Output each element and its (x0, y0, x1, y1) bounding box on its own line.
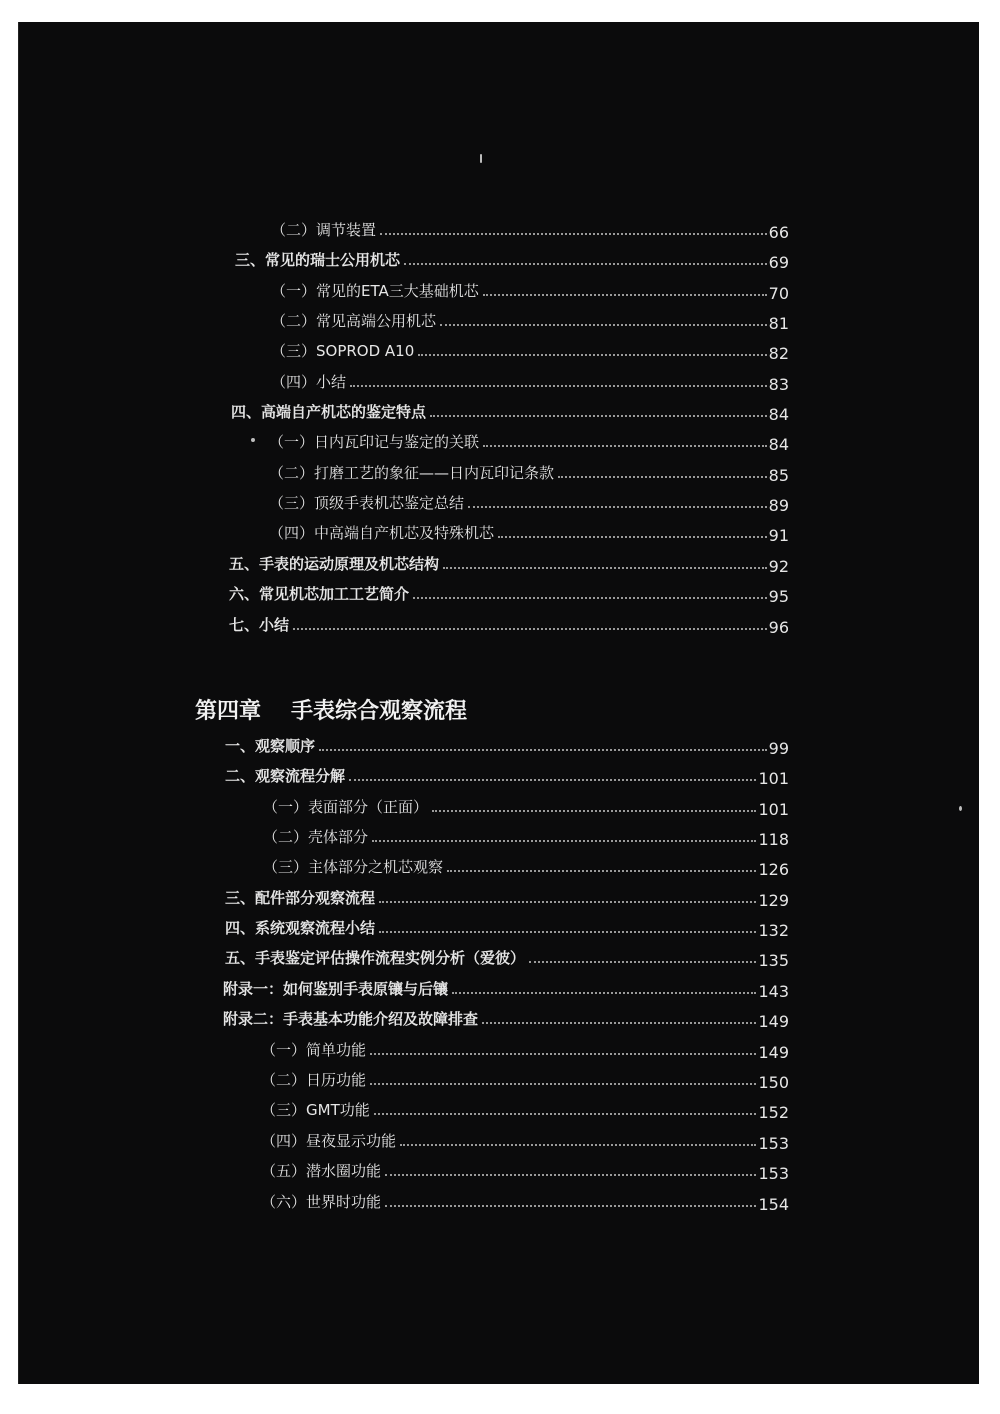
toc-entry-title: 二、观察流程分解 (225, 767, 346, 785)
toc-entry[interactable] (269, 517, 789, 543)
dot-leader (440, 324, 767, 326)
toc-entry-title: 三、配件部分观察流程 (225, 889, 376, 907)
dot-leader (385, 1174, 756, 1176)
toc-entry-page: 101 (758, 800, 789, 819)
dot-leader (483, 294, 767, 296)
toc-entry-page: 84 (768, 405, 789, 424)
dot-leader (380, 233, 767, 235)
toc-entry-page: 84 (768, 435, 789, 454)
toc-entry[interactable] (269, 426, 789, 452)
dot-leader (400, 1144, 756, 1146)
chapter-heading[interactable] (195, 694, 467, 725)
toc-entry[interactable] (235, 244, 789, 270)
toc-entry-page: 143 (758, 982, 789, 1001)
toc-entry-title: （五）潜水圈功能 (261, 1162, 382, 1180)
toc-page (18, 22, 979, 1384)
toc-entry-page: 118 (758, 830, 789, 849)
toc-entry-page: 153 (758, 1164, 789, 1183)
toc-entry-page: 150 (758, 1073, 789, 1092)
toc-entry-title: （二）日历功能 (261, 1071, 367, 1089)
toc-entry-page: 69 (768, 253, 789, 272)
toc-entry-title: （一）日内瓦印记与鉴定的关联 (269, 433, 480, 451)
toc-entry-title: （二）壳体部分 (263, 828, 369, 846)
toc-entry-page: 132 (758, 921, 789, 940)
toc-entry-page: 126 (758, 860, 789, 879)
toc-entry-page: 91 (768, 526, 789, 545)
toc-entry[interactable] (261, 1186, 789, 1212)
toc-entry-title: 一、观察顺序 (225, 737, 316, 755)
toc-entry-page: 154 (758, 1195, 789, 1214)
toc-entry[interactable] (271, 366, 789, 392)
toc-entry[interactable] (225, 912, 789, 938)
toc-entry-title: 四、系统观察流程小结 (225, 919, 376, 937)
toc-entry-title: （一）简单功能 (261, 1041, 367, 1059)
dot-leader (443, 567, 767, 569)
toc-entry-title: （二）调节装置 (271, 221, 377, 239)
toc-entry-page: 153 (758, 1134, 789, 1153)
dot-leader (379, 901, 756, 903)
toc-entry-page: 66 (768, 223, 789, 242)
dot-leader (372, 840, 756, 842)
toc-entry-title: 三、常见的瑞士公用机芯 (235, 251, 401, 269)
toc-entry-page: 96 (768, 618, 789, 637)
toc-entry-title: （四）小结 (271, 373, 347, 391)
toc-entry-title: （三）顶级手表机芯鉴定总结 (269, 494, 465, 512)
toc-entry-title: （一）表面部分（正面） (263, 798, 429, 816)
toc-entry-page: 129 (758, 891, 789, 910)
dot-leader (468, 506, 767, 508)
toc-entry-page: 89 (768, 496, 789, 515)
dot-leader (430, 415, 767, 417)
toc-entry-page: 149 (758, 1012, 789, 1031)
toc-entry-title: （一）常见的ETA三大基础机芯 (271, 282, 479, 300)
dot-leader (432, 810, 756, 812)
toc-entry-title: （三）主体部分之机芯观察 (263, 858, 444, 876)
toc-entry[interactable] (225, 730, 789, 756)
toc-entry[interactable] (269, 457, 789, 483)
toc-entry[interactable] (231, 396, 789, 422)
dot-leader (350, 385, 767, 387)
toc-entry[interactable] (225, 760, 789, 786)
toc-entry[interactable] (261, 1125, 789, 1151)
dot-leader (379, 931, 756, 933)
toc-entry[interactable] (263, 791, 789, 817)
toc-entry-page: 152 (758, 1103, 789, 1122)
toc-entry[interactable] (271, 335, 789, 361)
dot-leader (482, 1022, 756, 1024)
toc-entry[interactable] (229, 548, 789, 574)
toc-entry-title: （四）中高端自产机芯及特殊机芯 (269, 524, 495, 542)
dot-leader (349, 779, 756, 781)
dot-leader (529, 961, 756, 963)
dot-leader (293, 628, 767, 630)
toc-entry[interactable] (271, 305, 789, 331)
dust-speck (959, 806, 962, 811)
toc-entry-title: 六、常见机芯加工工艺简介 (229, 585, 410, 603)
toc-entry-title: （三）SOPROD A10 (271, 342, 415, 360)
toc-entry-title: 五、手表的运动原理及机芯结构 (229, 555, 440, 573)
toc-entry-page: 82 (768, 344, 789, 363)
toc-entry[interactable] (229, 578, 789, 604)
toc-entry-title: （六）世界时功能 (261, 1193, 382, 1211)
toc-entry[interactable] (263, 851, 789, 877)
toc-entry-title: （四）昼夜显示功能 (261, 1132, 397, 1150)
toc-entry-page: 135 (758, 951, 789, 970)
toc-entry[interactable] (271, 214, 789, 240)
toc-entry-page: 95 (768, 587, 789, 606)
dot-leader (404, 263, 767, 265)
toc-entry[interactable] (261, 1094, 789, 1120)
toc-entry-page: 70 (768, 284, 789, 303)
toc-entry-title: 七、小结 (229, 616, 290, 634)
dot-leader (370, 1083, 756, 1085)
toc-entry[interactable] (223, 1003, 789, 1029)
toc-entry[interactable] (225, 942, 789, 968)
toc-entry[interactable] (269, 487, 789, 513)
toc-entry-title: 五、手表鉴定评估操作流程实例分析（爱彼） (225, 949, 526, 967)
dot-leader (558, 476, 767, 478)
toc-entry[interactable] (261, 1064, 789, 1090)
toc-entry[interactable] (225, 882, 789, 908)
toc-entry[interactable] (223, 973, 789, 999)
dot-leader (413, 597, 767, 599)
toc-entry-page: 81 (768, 314, 789, 333)
dot-leader (418, 354, 766, 356)
toc-entry[interactable] (261, 1155, 789, 1181)
toc-entry[interactable] (263, 821, 789, 847)
dot-leader (370, 1053, 756, 1055)
toc-entry-page: 83 (768, 375, 789, 394)
toc-entry-page: 99 (768, 739, 789, 758)
toc-entry[interactable] (271, 275, 789, 301)
dot-leader (385, 1205, 756, 1207)
dust-speck (480, 154, 482, 163)
dot-leader (374, 1113, 757, 1115)
dot-leader (498, 536, 767, 538)
dot-leader (447, 870, 756, 872)
toc-entry-title: 附录二：手表基本功能介绍及故障排查 (223, 1010, 479, 1028)
dot-leader (452, 992, 756, 994)
toc-entry-page: 149 (758, 1043, 789, 1062)
toc-entry[interactable] (261, 1034, 789, 1060)
toc-entry-page: 101 (758, 769, 789, 788)
dot-leader (483, 445, 767, 447)
dot-leader (319, 749, 767, 751)
toc-entry[interactable] (229, 609, 789, 635)
toc-entry-page: 92 (768, 557, 789, 576)
toc-entry-title: 四、高端自产机芯的鉴定特点 (231, 403, 427, 421)
toc-entry-title: （二）常见高端公用机芯 (271, 312, 437, 330)
chapter-number: 第四章 (195, 699, 262, 724)
dust-speck (251, 438, 255, 442)
chapter-title: 手表综合观察流程 (291, 699, 468, 724)
toc-entry-title: （三）GMT功能 (261, 1101, 370, 1119)
toc-entry-page: 85 (768, 466, 789, 485)
toc-entry-title: （二）打磨工艺的象征——日内瓦印记条款 (269, 464, 555, 482)
toc-entry-title: 附录一：如何鉴别手表原镶与后镶 (223, 980, 449, 998)
